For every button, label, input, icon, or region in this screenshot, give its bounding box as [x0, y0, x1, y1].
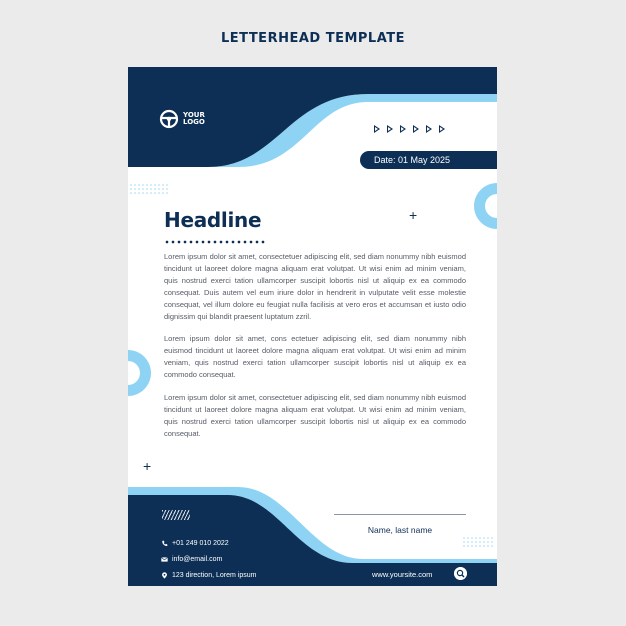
contact-address: 123 direction, Lorem ipsum: [161, 567, 256, 583]
play-triangle-icon: [400, 125, 406, 133]
signature-line: [334, 514, 466, 515]
body-paragraph-3: Lorem ipsum dolor sit amet, consectetuer adipiscing elit, sed diam nonummy nibh euismod tincidunt ut laoreet dolore magna aliquam erat volutpat. Ut wisi enim ad minim veniam, quis nostrud exerci tation ullamcorper suscipit lobortis nisl ut aliquip ex ea commodo consequat.: [164, 393, 466, 439]
logo-text: YOUR LOGO: [183, 110, 205, 126]
triangle-row: [374, 125, 445, 133]
web-icon: [454, 567, 467, 580]
letterhead-sheet: [128, 67, 497, 586]
body-paragraph-2: Lorem ipsum dolor sit amet, cons ectetuer adipiscing elit, sed diam nonummy nibh euismod tincidunt ut laoreet dolore magna aliquam erat volutpat. Ut wisi enim ad minim veniam, quis nostrud exerci tation ullamcorper suscipit lobortis nisl ut aliquip ex ea commodo consequat.: [164, 334, 466, 380]
contact-email: info@email.com: [161, 551, 256, 567]
play-triangle-icon: [387, 125, 393, 133]
body-paragraph-1: Lorem ipsum dolor sit amet, consectetuer adipiscing elit, sed diam nonummy nibh euismod tincidunt ut laoreet dolore magna aliquam erat volutpat. Ut wisi enim ad minim veniam, quis nostrud exerci tation ullamcorper suscipit lobortis nisl ut aliquip ex ea commodo consequat. Duis autem vel eum iriure dolor in hendrerit in vulputate velit esse molestie consequat, vel illum dolore eu feugiat nulla facilisis at vero eros et accumsan et iusto odio dignissim qui blandit praesent luptatum zzril.: [164, 252, 466, 322]
footer-stripes: [162, 510, 190, 520]
headline: Headline: [164, 208, 262, 232]
date-label: Date:: [374, 155, 396, 165]
left-ring: [128, 350, 151, 396]
play-triangle-icon: [439, 125, 445, 133]
decorative-shapes: [128, 67, 497, 586]
mail-icon: [161, 556, 168, 563]
date-badge: [360, 151, 497, 169]
signature-name: Name, last name: [367, 525, 433, 535]
right-ring: [474, 183, 497, 229]
logo: [159, 109, 213, 129]
dot-grid-top: [130, 184, 168, 194]
location-pin-icon: [161, 572, 168, 579]
play-triangle-icon: [426, 125, 432, 133]
contact-phone: +01 249 010 2022: [161, 535, 256, 551]
website-link[interactable]: www.yoursite.com: [372, 570, 433, 579]
steering-wheel-logo-icon: [159, 109, 179, 129]
play-triangle-icon: [413, 125, 419, 133]
phone-icon: [161, 540, 168, 547]
contact-info: [161, 535, 256, 583]
date-value: 01 May 2025: [398, 155, 451, 165]
page-title: LETTERHEAD TEMPLATE: [220, 31, 406, 46]
play-triangle-icon: [374, 125, 380, 133]
plus-icon: +: [143, 458, 152, 474]
dot-grid-bottom: [463, 537, 493, 547]
headline-dotted-underline: [164, 240, 265, 244]
plus-icon: +: [409, 207, 418, 223]
